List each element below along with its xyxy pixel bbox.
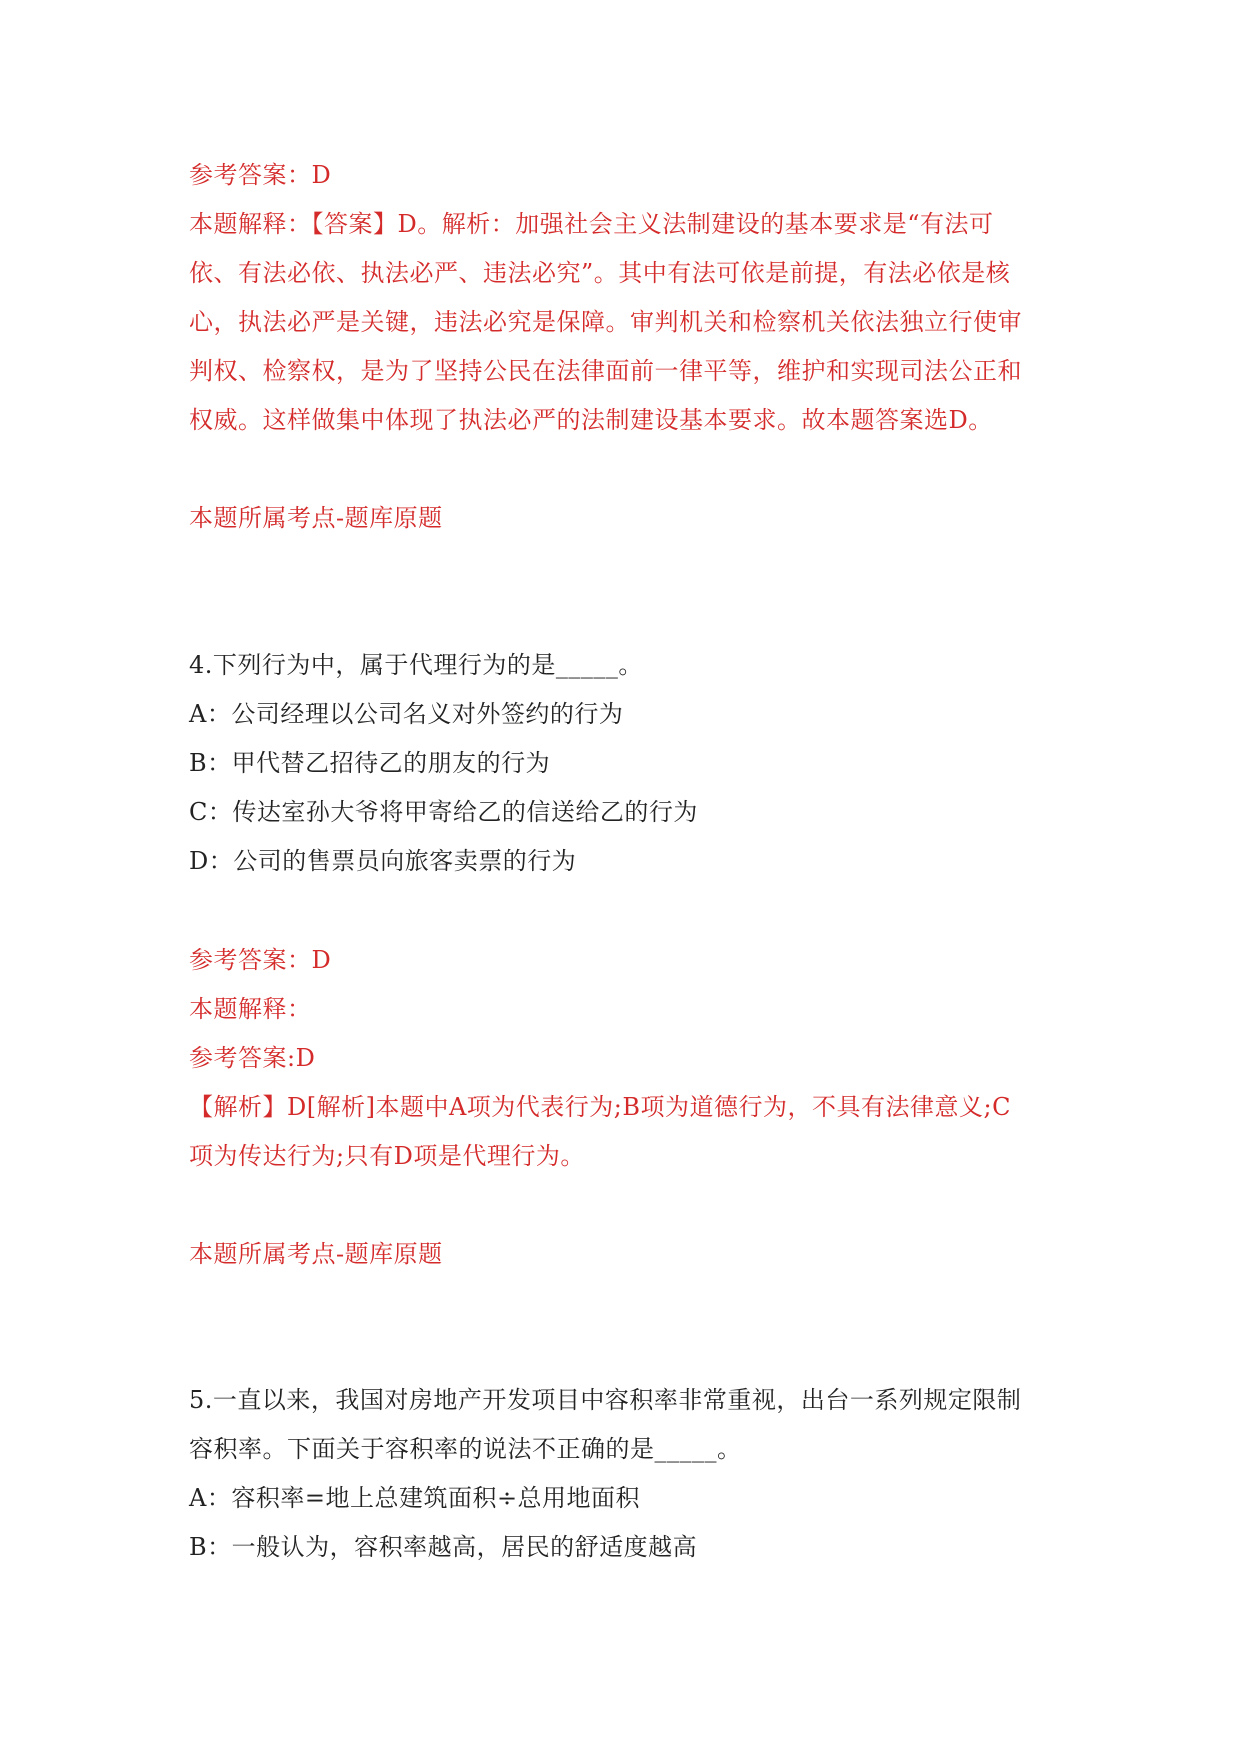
option-b: B：甲代替乙招待乙的朋友的行为 [189,749,551,777]
analysis-line: 项为传达行为;只有D项是代理行为。 [189,1142,585,1170]
option-a: A：容积率=地上总建筑面积÷总用地面积 [189,1484,641,1512]
topic-line: 本题所属考点-题库原题 [189,1240,443,1268]
analysis-line: 【解析】D[解析]本题中A项为代表行为;B项为道德行为，不具有法律意义;C [189,1093,1011,1121]
question-stem: 容积率。下面关于容积率的说法不正确的是_____。 [189,1435,742,1463]
option-b: B：一般认为，容积率越高，居民的舒适度越高 [189,1533,698,1561]
answer-line: 参考答案：D [189,946,332,974]
answer-line-2: 参考答案:D [189,1044,316,1072]
explanation-line: 依、有法必依、执法必严、违法必究”。其中有法可依是前提，有法必依是核 [189,259,1011,287]
question-stem: 4.下列行为中，属于代理行为的是_____。 [189,651,643,679]
explanation-line: 本题解释：【答案】D。解析：加强社会主义法制建设的基本要求是“有法可 [189,210,994,238]
topic-line: 本题所属考点-题库原题 [189,504,443,532]
explanation-label: 本题解释： [189,995,312,1023]
explanation-line: 心，执法必严是关键，违法必究是保障。审判机关和检察机关依法独立行使审 [189,308,1022,336]
option-c: C：传达室孙大爷将甲寄给乙的信送给乙的行为 [189,798,698,826]
option-d: D：公司的售票员向旅客卖票的行为 [189,847,577,875]
answer-line: 参考答案：D [189,161,332,189]
question-stem: 5.一直以来，我国对房地产开发项目中容积率非常重视，出台一系列规定限制 [189,1386,1022,1414]
explanation-line: 权威。这样做集中体现了执法必严的法制建设基本要求。故本题答案选D。 [189,406,993,434]
option-a: A：公司经理以公司名义对外签约的行为 [189,700,624,728]
explanation-line: 判权、检察权，是为了坚持公民在法律面前一律平等，维护和实现司法公正和 [189,357,1022,385]
